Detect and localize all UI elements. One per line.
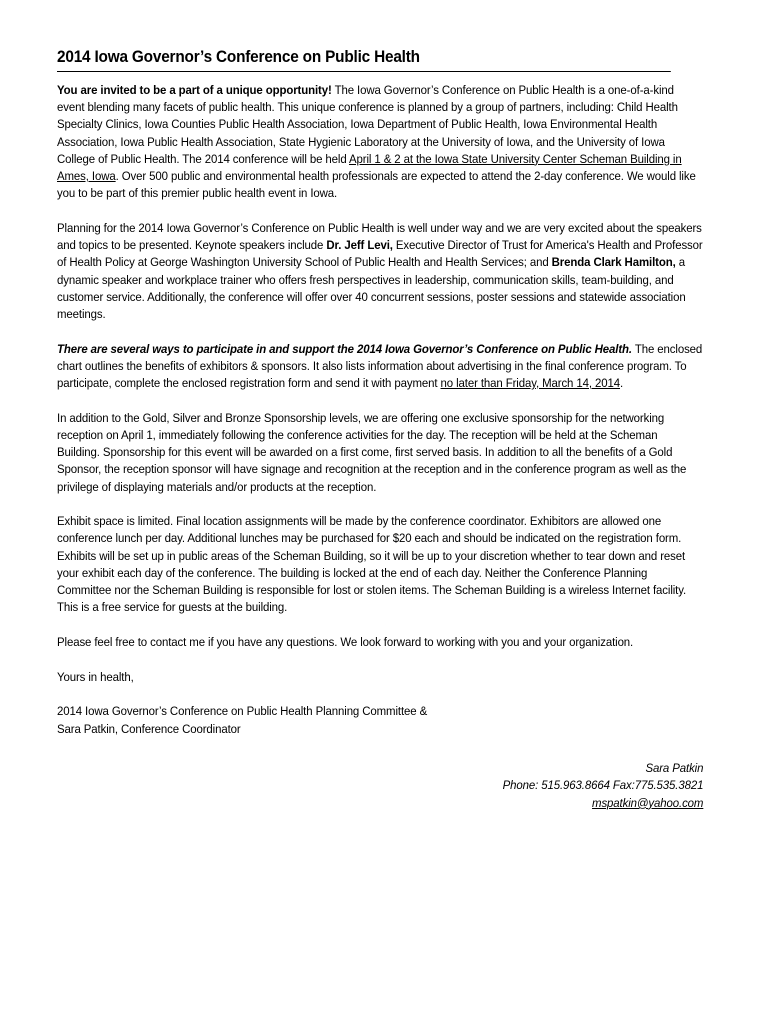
page-title: 2014 Iowa Governor’s Conference on Public Health [57,48,420,66]
participate-paragraph [57,341,703,393]
participate-lead: There are several ways to participate in and support the 2014 Iowa Governor’s Conference on Public Health. [57,341,632,356]
intro-paragraph [57,82,703,202]
exhibit-paragraph: Exhibit space is limited. Final location assignments will be made by the conference coordinator. Exhibitors are allowed one conference lunch per day. Additional lunches may be purchased for $20 each and should be indicated on the registration form. Exhibits will be set up in public areas of the Scheman Building, so it will be up to your discretion whether to tear down and reset your exhibit each day of the conference. The building is locked at the end of each day. Neither the Conference Planning Committee nor the Scheman Building is responsible for lost or stolen items. The Scheman Building is a wireless Internet facility. This is a free service for guests at the building. [57,514,687,615]
contact-name: Sara Patkin [645,760,704,775]
contact-phone-fax: Phone: 515.963.8664 Fax:775.535.3821 [502,778,704,793]
speakers-paragraph [57,220,703,323]
contact-email-link[interactable]: mspatkin@yahoo.com [592,795,704,810]
intro-text-a: The Iowa Governor’s Conference on Public Health is a one-of-a-kind event blending many facets of public health. This unique conference is planned by a group of partners, including: Child Health Specialty Clinics, Iowa Counties Public Health Association, Iowa Department of Public Health, Iowa Environmental Health Association, Iowa Public Health Association, State Hygienic Laboratory at the University of Iowa, and the University of Iowa College of Public Health. The 2014 conference will be held [57,83,678,166]
closing-line: Yours in health, [57,669,134,684]
participate-text-b: . [619,376,624,391]
intro-lead: You are invited to be a part of a unique opportunity! [57,83,332,97]
speakers-text-a: Planning for the 2014 Iowa Governor’s Conference on Public Health is well under way and we are very excited about the speakers and topics to be presented. Keynote speakers include [57,220,702,253]
speakers-text-c: a dynamic speaker and workplace trainer who offers fresh perspectives in leadership, communication skills, team-building, and customer service. Additionally, the conference will offer over 40 concurrent sessions, poster sessions and statewide association meetings. [57,255,686,321]
contact-block [57,760,703,813]
letter-page [57,46,703,812]
participate-text-a: The enclosed chart outlines the benefits of exhibitors & sponsors. It also lists information about advertising in the final conference program. To participate, complete the enclosed registration form and send it with payment [57,341,703,391]
speakers-text-b: Executive Director of Trust for America's Health and Professor of Health Policy at George Washington University School of Public Health and Health Services; and [57,238,703,270]
speaker-hamilton: Brenda Clark Hamilton, [551,255,676,270]
sponsorship-paragraph: In addition to the Gold, Silver and Bronze Sponsorship levels, we are offering one exclusive sponsorship for the networking reception on April 1, immediately following the conference activities for the day. The reception will be held at the Scheman Building. Sponsorship for this event will be awarded on a first come, first served basis. In addition to all the benefits of a Gold Sponsor, the reception sponsor will have signage and recognition at the reception and in the conference program as well as the privilege of displaying materials and/or products at the reception. [57,410,687,494]
signature-coordinator: Sara Patkin, Conference Coordinator [57,721,241,736]
speaker-levi: Dr. Jeff Levi, [326,238,393,253]
signature-committee: 2014 Iowa Governor’s Conference on Public Health Planning Committee & [57,704,428,719]
event-date-place: April 1 & 2 at the Iowa State University Center Scheman Building in Ames, Iowa [57,151,682,184]
intro-text-b: . Over 500 public and environmental health professionals are expected to attend the 2-day conference. We would like you to be part of this premier public health event in Iowa. [57,169,696,201]
title-rule [57,71,671,72]
payment-deadline: no later than Friday, March 14, 2014 [440,376,620,391]
signature-block [57,703,703,737]
contact-paragraph: Please feel free to contact me if you have any questions. We look forward to working with you and your organization. [57,634,634,649]
